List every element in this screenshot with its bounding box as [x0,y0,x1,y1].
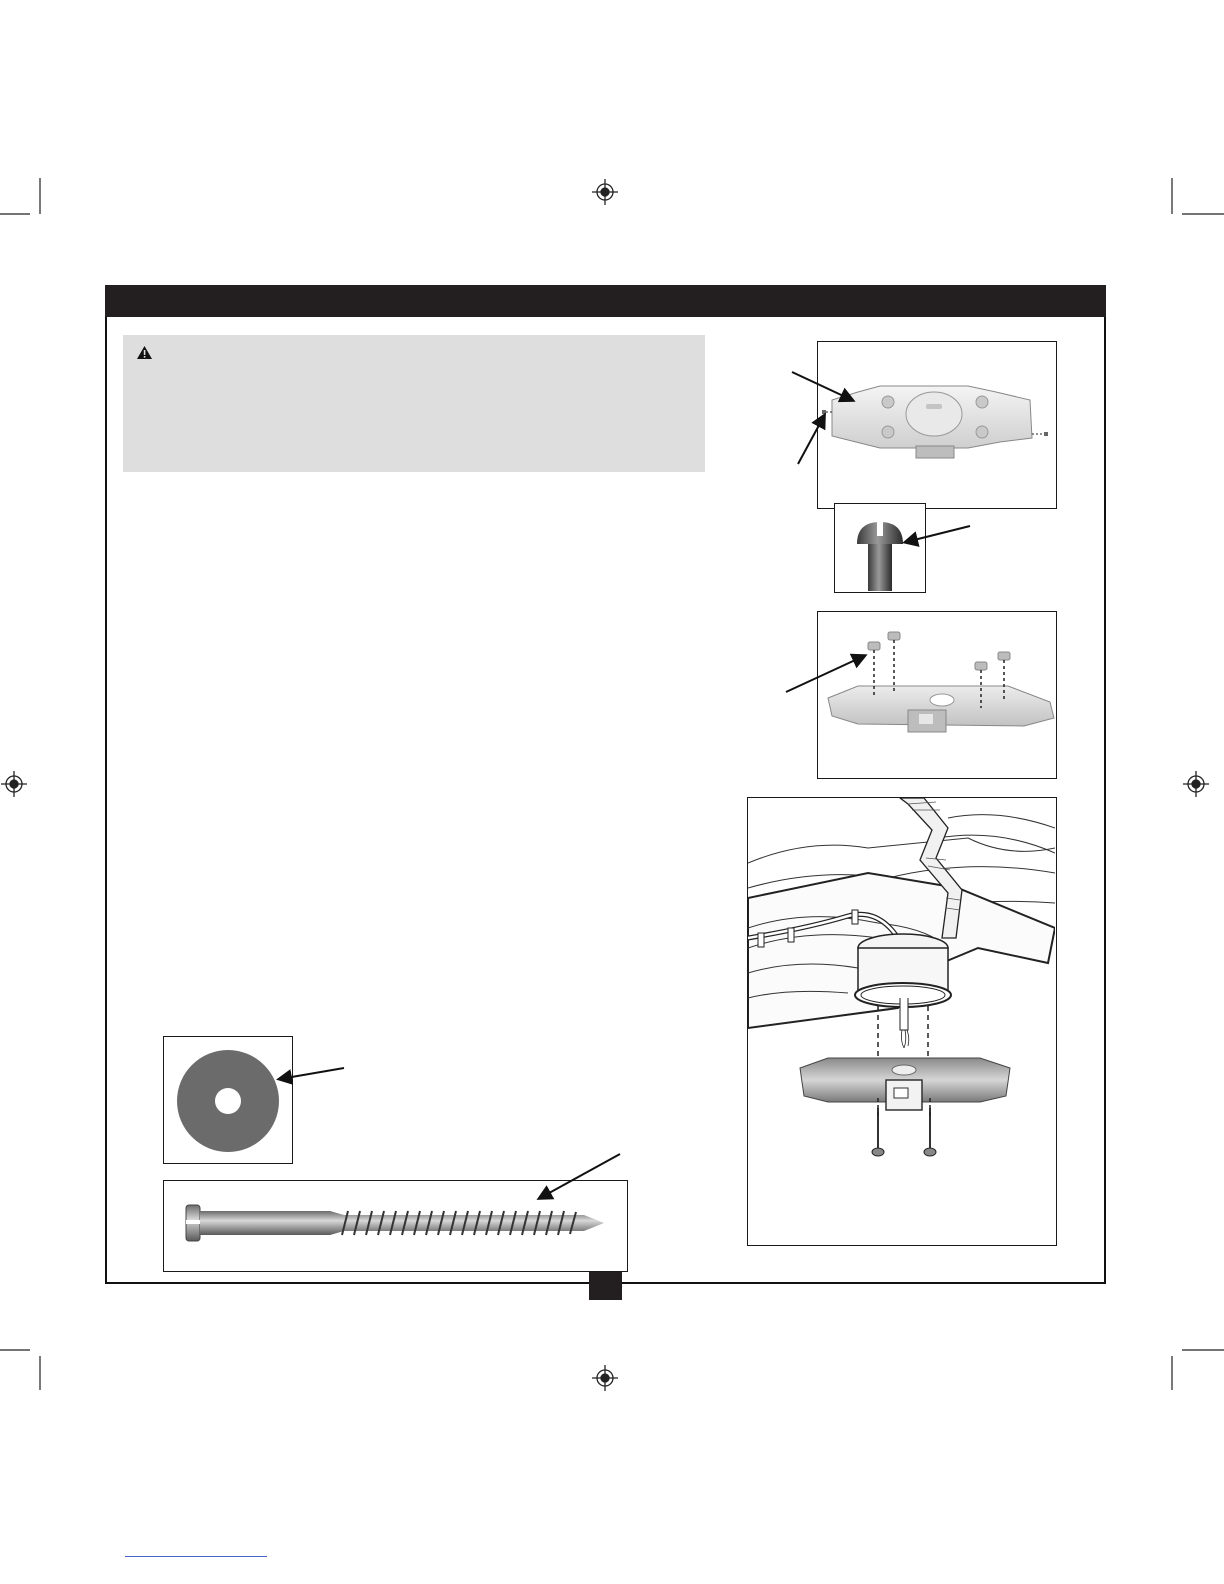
callout-arrows-bracket-top [780,360,870,470]
figure-washer [163,1036,293,1164]
footer-link-underline [125,1556,267,1557]
outlet-box-illustration [748,798,1055,1244]
washer-illustration [164,1037,291,1162]
registration-mark-left [1,771,27,797]
figure-outlet-box-installation [747,797,1057,1246]
registration-mark-bottom [592,1365,618,1391]
warning-triangle-icon [137,346,152,359]
callout-arrow-wood-screw [530,1150,626,1206]
callout-arrow-washer [272,1062,348,1086]
warning-box [123,335,705,472]
page-number-tab [589,1272,622,1300]
registration-mark-top [592,179,618,205]
registration-mark-right [1183,771,1209,797]
callout-arrow-small-screw [896,520,976,550]
callout-arrow-studs [780,646,876,698]
section-header-bar [105,285,1106,317]
